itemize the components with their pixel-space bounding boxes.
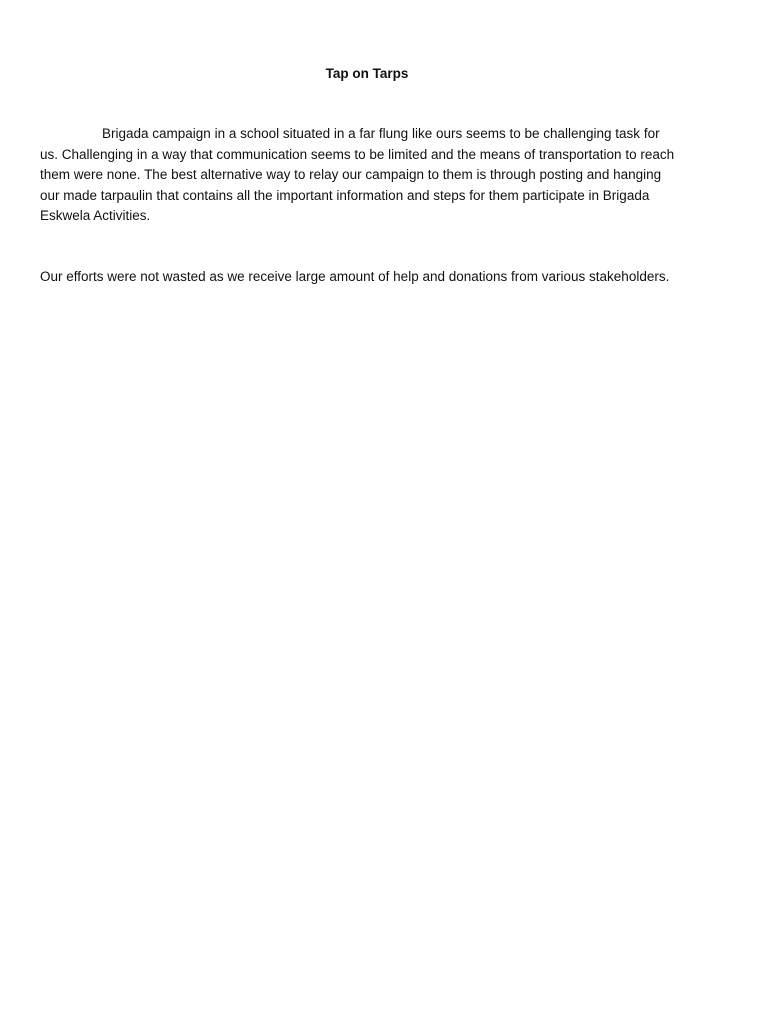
- paragraph-donations: Our efforts were not wasted as we receive large amount of help and donations from various stakeholders.: [40, 269, 670, 284]
- paragraph-campaign-challenge: Brigada campaign in a school situated in a far flung like ours seems to be challenging task for us. Challenging in a way that communication seems to be limited and the means of transportation to reach them were none. The best alternative way to relay our campaign to them is through posting and hanging our made tarpaulin that contains all the important information and steps for them participate in Brigada Eskwela Activities.: [40, 126, 675, 223]
- document-title: Tap on Tarps: [325, 66, 409, 81]
